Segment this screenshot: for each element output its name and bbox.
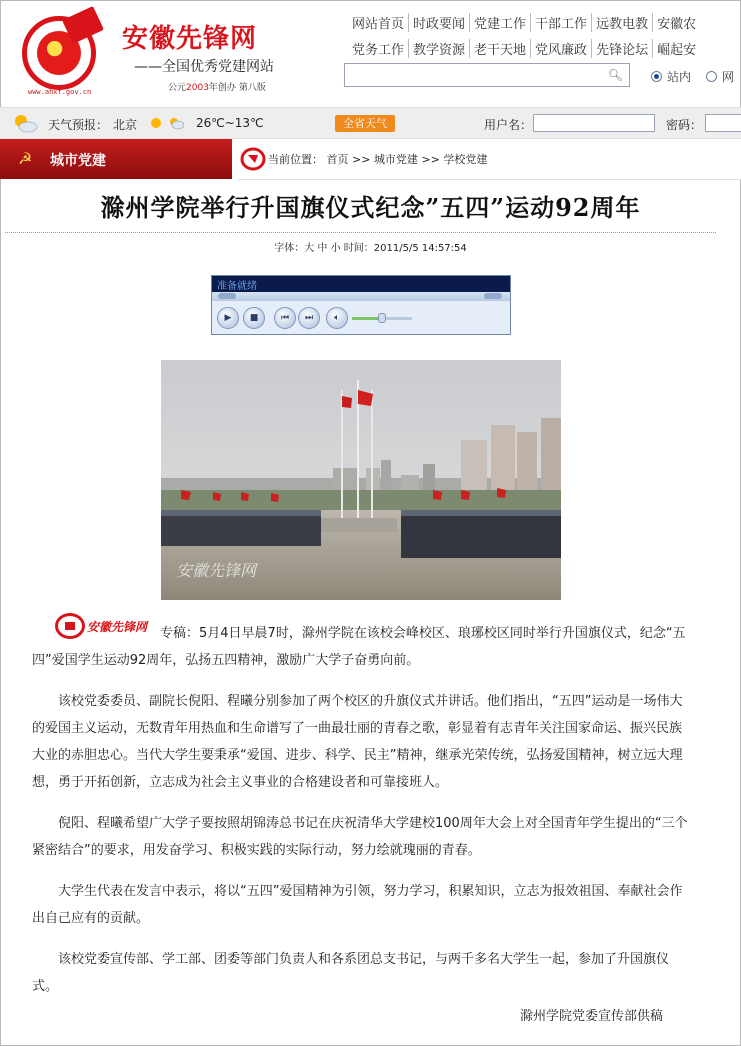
nav-item-teaching[interactable]: 教学资源 xyxy=(409,39,470,58)
media-player xyxy=(211,275,511,335)
volume-icon[interactable]: 🔈︎ xyxy=(326,307,348,329)
article-time: 时间：2011/5/5 14:57:54 xyxy=(343,243,467,254)
player-status-bar xyxy=(212,276,510,292)
font-size-large[interactable]: 大 xyxy=(304,243,315,254)
nav-item-home[interactable]: 网站首页 xyxy=(348,13,409,32)
article-paragraph: 大学生代表在发言中表示，将以“五四”爱国精神为引领，努力学习，积累知识，立志为报效祖国、奉献社会作出自己应有的贡献。 xyxy=(32,884,683,926)
username-field[interactable] xyxy=(533,114,655,132)
site-logo[interactable] xyxy=(18,10,338,100)
nav-item-cadre-work[interactable]: 干部工作 xyxy=(531,13,592,32)
breadcrumb xyxy=(238,139,741,180)
sun-icon xyxy=(148,115,164,131)
search-scope-web[interactable]: 网 xyxy=(706,68,734,85)
weather-temp: 26℃~13℃ xyxy=(196,116,264,130)
section-title: 城市党建 xyxy=(50,153,106,169)
search-scope-site[interactable]: 站内 xyxy=(651,68,691,85)
nav-row-2 xyxy=(348,35,741,61)
article-meta: 字体：大 中 小 时间：2011/5/5 14:57:54 xyxy=(274,243,467,254)
volume-track[interactable] xyxy=(382,317,412,320)
top-nav xyxy=(348,9,741,69)
nav-item-party-work[interactable]: 党建工作 xyxy=(470,13,531,32)
search-icon[interactable]: 🔍︎ xyxy=(607,68,623,82)
next-icon[interactable]: ⏭ xyxy=(298,307,320,329)
article-paragraph: 倪阳、程曦希望广大学子要按照胡锦涛总书记在庆祝清华大学建校100周年大会上对全国青年学生提出的“三个紧密结合”的要求，用发奋学习、积极实践的实际行动，努力绘就瑰丽的青春。 xyxy=(32,816,688,858)
weather-bar xyxy=(0,107,741,139)
title-divider xyxy=(5,232,716,233)
site-mini-logo-icon xyxy=(240,147,266,171)
radio-selected-icon[interactable] xyxy=(651,71,662,82)
breadcrumb-home[interactable]: 首页 xyxy=(326,153,349,166)
stop-icon[interactable]: ■ xyxy=(243,307,265,329)
username-label: 用户名： xyxy=(484,118,533,132)
site-tagline: ——全国优秀党建网站 xyxy=(134,59,274,75)
weather-label: 天气预报： xyxy=(48,118,109,132)
nav-item-anhui-agri[interactable]: 安徽农 xyxy=(657,16,697,32)
weather-city: 北京 xyxy=(113,118,138,132)
nav-item-distance-edu[interactable]: 远教电教 xyxy=(592,13,653,32)
nav-item-veterans[interactable]: 老干天地 xyxy=(470,39,531,58)
nav-item-forum[interactable]: 先锋论坛 xyxy=(592,39,653,58)
article-paragraph: 该校党委委员、副院长倪阳、程曦分别参加了两个校区的升旗仪式并讲话。他们指出，“五四”运动是一场伟大的爱国主义运动，无数青年用热血和生命谱写了一曲最壮丽的青春之歌，彰显着有志青年关注国家命运、振兴民族大业的赤胆忠心。当代大学生要秉承“爱国、进步、科学、民主”精神，继承光荣传统，弘扬爱国精神，树立远大理想，勇于开拓创新，立志成为社会主义事业的合格建设者和可靠接班人。 xyxy=(32,694,683,790)
hammer-sickle-icon: ☭ xyxy=(18,149,33,168)
province-weather-button[interactable]: 全省天气 xyxy=(335,115,395,132)
nav-item-news[interactable]: 时政要闻 xyxy=(409,13,470,32)
article-body xyxy=(32,620,692,1014)
nav-item-rise[interactable]: 崛起安 xyxy=(657,42,697,58)
password-field[interactable] xyxy=(705,114,741,132)
site-since: 公元2003年创办 第八版 xyxy=(168,83,266,93)
nav-item-integrity[interactable]: 党风廉政 xyxy=(531,39,592,58)
password-label: 密码： xyxy=(666,118,703,132)
article-paragraph: 专稿：5月4日早晨7时，滁州学院在该校会峰校区、琅琊校区同时举行升国旗仪式，纪念“五四”爱国学生运动92周年，弘扬五四精神，激励广大学子奋勇向前。 xyxy=(32,626,686,668)
breadcrumb-school-party[interactable]: 学校党建 xyxy=(443,153,488,166)
logo-url: www.ahxf.gov.cn xyxy=(28,88,92,96)
photo-watermark: 安徽先锋网 xyxy=(176,561,257,580)
font-size-small[interactable]: 小 xyxy=(330,243,341,254)
play-icon[interactable]: ▶ xyxy=(217,307,239,329)
seek-end-handle[interactable] xyxy=(484,293,502,299)
article-signoff: 滁州学院党委宣传部供稿 xyxy=(520,1009,664,1024)
weather-sun-cloud-icon xyxy=(12,113,38,133)
logo-name: 安徽先锋网 xyxy=(122,24,258,54)
section-header xyxy=(0,139,232,179)
font-size-medium[interactable]: 中 xyxy=(317,243,328,254)
player-status: 准备就绪 xyxy=(217,281,257,292)
article-title: 滁州学院举行升国旗仪式纪念”五四”运动92周年 xyxy=(100,193,641,222)
breadcrumb-text: 当前位置： 首页 >> 城市党建 >> 学校党建 xyxy=(268,153,488,166)
radio-unselected-icon[interactable] xyxy=(706,71,717,82)
volume-slider-handle[interactable] xyxy=(378,313,386,323)
search-input[interactable] xyxy=(344,63,630,87)
player-seek-bar[interactable] xyxy=(212,292,510,301)
nav-row-1 xyxy=(348,9,741,35)
cloudy-icon xyxy=(168,115,184,131)
nav-item-party-affairs[interactable]: 党务工作 xyxy=(348,39,409,58)
stamp-name: 安徽先锋网 xyxy=(87,620,148,634)
seek-handle[interactable] xyxy=(218,293,236,299)
previous-icon[interactable]: ⏮ xyxy=(274,307,296,329)
article-paragraph: 该校党委宣传部、学工部、团委等部门负责人和各系团总支书记，与两千多名大学生一起，参加了升国旗仪式。 xyxy=(32,952,670,994)
breadcrumb-city-party[interactable]: 城市党建 xyxy=(373,153,418,166)
